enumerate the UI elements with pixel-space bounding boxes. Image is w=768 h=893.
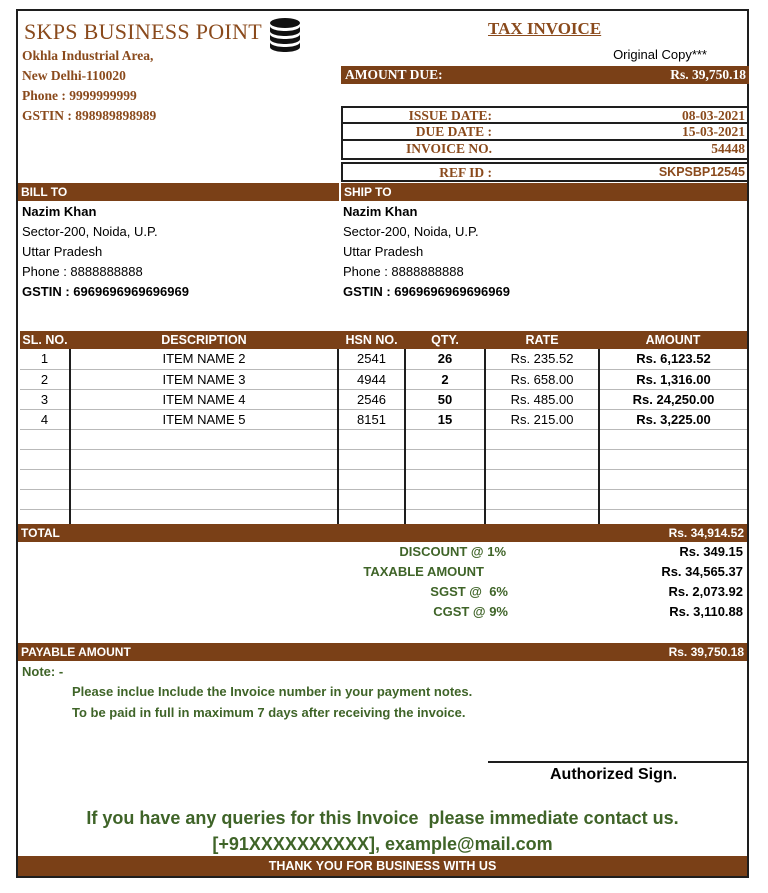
issue-date-row (341, 106, 749, 124)
table-header-row (20, 331, 747, 349)
note-line1: Please inclue Include the Invoice number in your payment notes. (72, 684, 473, 699)
company-address-line1: Okhla Industrial Area, (22, 48, 154, 63)
cell-qty: 15 (405, 409, 485, 429)
table-row-empty (20, 449, 747, 469)
query-line: If you have any queries for this Invoice please immediate contact us. (86, 808, 679, 828)
cell-hsn-no: 2546 (338, 389, 405, 409)
ship-to-heading: SHIP TO (344, 185, 392, 199)
payable-amount-value: Rs. 39,750.18 (668, 645, 744, 659)
cgst-value: Rs. 3,110.88 (669, 604, 743, 619)
database-icon (268, 17, 302, 55)
cell-rate: Rs. 215.00 (485, 409, 599, 429)
cell-amount: Rs. 6,123.52 (599, 349, 747, 369)
cell-qty: 50 (405, 389, 485, 409)
col-header-amount: AMOUNT (599, 331, 747, 349)
bill-to-heading: BILL TO (21, 185, 68, 199)
total-value: Rs. 34,914.52 (668, 526, 744, 540)
table-row (20, 409, 747, 429)
cell-hsn-no: 4944 (338, 369, 405, 389)
invoice-no-label: INVOICE NO. (406, 141, 492, 156)
ref-id-label: REF ID : (439, 165, 492, 180)
copy-label: Original Copy*** (613, 47, 707, 62)
cell-description: ITEM NAME 5 (70, 409, 338, 429)
bill-to-bar (18, 183, 339, 201)
due-date-value: 15-03-2021 (682, 124, 745, 139)
ship-to-address1: Sector-200, Noida, U.P. (343, 224, 479, 239)
due-date-row (341, 124, 749, 141)
authorized-signature: Authorized Sign. (550, 766, 678, 783)
amount-due-label: AMOUNT DUE: (345, 67, 443, 82)
ref-id-row (341, 162, 749, 182)
bill-to-gstin: GSTIN : 6969696969696969 (22, 284, 189, 299)
total-label: TOTAL (21, 526, 60, 540)
col-header-description: DESCRIPTION (70, 331, 338, 349)
cell-description: ITEM NAME 2 (70, 349, 338, 369)
cell-hsn-no: 2541 (338, 349, 405, 369)
ship-to-name: Nazim Khan (343, 204, 418, 219)
issue-date-value: 08-03-2021 (682, 108, 745, 123)
cell-description: ITEM NAME 4 (70, 389, 338, 409)
discount-value: Rs. 349.15 (679, 544, 743, 559)
ship-to-block (343, 202, 510, 302)
note-heading: Note: - (22, 664, 64, 679)
cell-sl-no: 4 (20, 409, 70, 429)
cell-amount: Rs. 24,250.00 (599, 389, 747, 409)
col-header-rate: RATE (485, 331, 599, 349)
discount-label: DISCOUNT @ 1% (399, 544, 506, 559)
contact-line: [+91XXXXXXXXXX], example@mail.com (212, 834, 553, 854)
ship-to-address2: Uttar Pradesh (343, 244, 424, 259)
amount-due-bar (341, 66, 749, 84)
table-row-empty (20, 489, 747, 509)
cgst-label: CGST @ 9% (433, 604, 508, 619)
bill-to-address1: Sector-200, Noida, U.P. (22, 224, 158, 239)
ship-to-gstin: GSTIN : 6969696969696969 (343, 284, 510, 299)
cell-amount: Rs. 1,316.00 (599, 369, 747, 389)
due-date-label: DUE DATE : (415, 124, 492, 139)
bill-to-name: Nazim Khan (22, 204, 97, 219)
invoice-no-value: 54448 (711, 141, 745, 156)
cell-sl-no: 1 (20, 349, 70, 369)
ship-to-phone: Phone : 8888888888 (343, 264, 464, 279)
items-table (20, 331, 747, 530)
cell-qty: 26 (405, 349, 485, 369)
thank-you-text: THANK YOU FOR BUSINESS WITH US (268, 859, 497, 873)
table-row-empty (20, 469, 747, 489)
cell-sl-no: 3 (20, 389, 70, 409)
company-gstin: GSTIN : 898989898989 (22, 108, 157, 123)
invoice-page (16, 9, 749, 878)
cell-rate: Rs. 235.52 (485, 349, 599, 369)
cell-rate: Rs. 658.00 (485, 369, 599, 389)
ship-to-bar (341, 183, 747, 201)
sgst-label: SGST @ 6% (430, 584, 508, 599)
table-row (20, 389, 747, 409)
issue-date-label: ISSUE DATE: (408, 108, 492, 123)
company-phone: Phone : 9999999999 (22, 88, 137, 103)
bill-to-phone: Phone : 8888888888 (22, 264, 143, 279)
cell-sl-no: 2 (20, 369, 70, 389)
col-header-sl-no: SL. NO. (20, 331, 70, 349)
total-bar (18, 524, 747, 542)
invoice-no-row (341, 141, 749, 160)
thank-you-bar (18, 856, 747, 876)
table-row-empty (20, 429, 747, 449)
amount-due-value: Rs. 39,750.18 (670, 67, 746, 82)
cell-qty: 2 (405, 369, 485, 389)
payable-amount-bar (18, 643, 747, 661)
cell-description: ITEM NAME 3 (70, 369, 338, 389)
table-row (20, 349, 747, 369)
note-line2: To be paid in full in maximum 7 days after receiving the invoice. (72, 705, 466, 720)
cell-hsn-no: 8151 (338, 409, 405, 429)
invoice-title: TAX INVOICE (488, 19, 602, 38)
cell-amount: Rs. 3,225.00 (599, 409, 747, 429)
ref-id-value: SKPSBP12545 (658, 165, 745, 179)
table-row (20, 369, 747, 389)
signature-line (488, 761, 747, 763)
payable-amount-label: PAYABLE AMOUNT (21, 645, 131, 659)
taxable-amount-label: TAXABLE AMOUNT (363, 564, 484, 579)
taxable-amount-value: Rs. 34,565.37 (661, 564, 743, 579)
cell-rate: Rs. 485.00 (485, 389, 599, 409)
bill-to-address2: Uttar Pradesh (22, 244, 103, 259)
bill-to-block (22, 202, 189, 302)
company-address-line2: New Delhi-110020 (22, 68, 126, 83)
company-name: SKPS BUSINESS POINT (24, 19, 262, 44)
sgst-value: Rs. 2,073.92 (668, 584, 743, 599)
col-header-qty: QTY. (405, 331, 485, 349)
col-header-hsn-no: HSN NO. (338, 331, 405, 349)
